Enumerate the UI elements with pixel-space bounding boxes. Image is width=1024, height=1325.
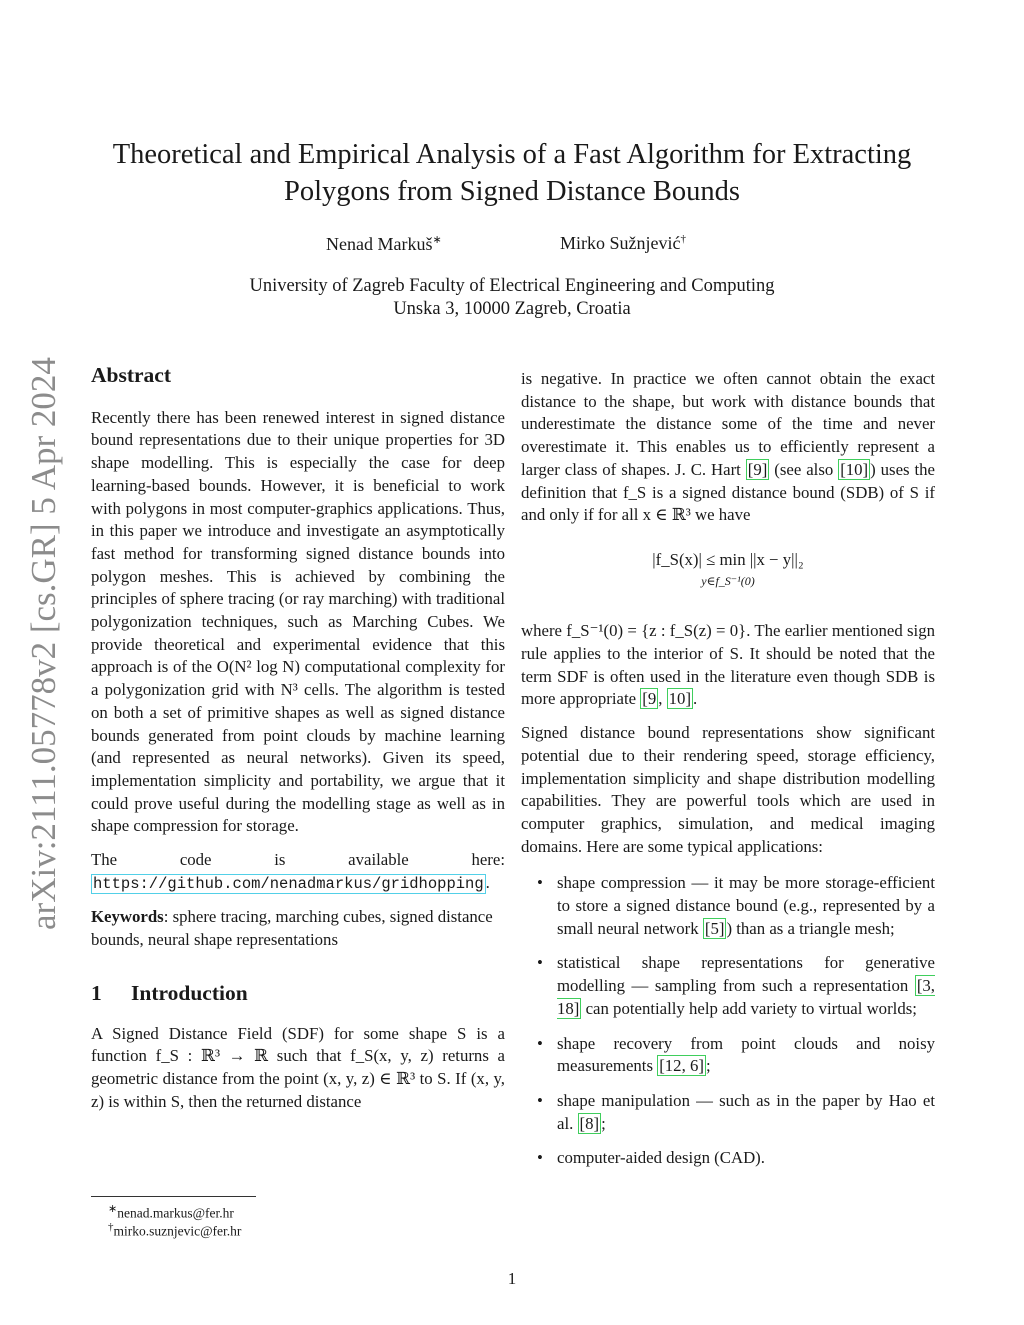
text-run: ) uses the definition that f_S is a signed distance bound (SDB) of S if and only if for all x ∈ ℝ³ we have bbox=[521, 459, 935, 525]
footnote-1 bbox=[108, 1202, 234, 1222]
footnote-2 bbox=[108, 1221, 241, 1240]
page-number: 1 bbox=[507, 1269, 517, 1288]
code-prefix: The code is available here: bbox=[91, 850, 505, 870]
citation-link[interactable]: [9 bbox=[642, 689, 657, 709]
footnote-divider bbox=[91, 1196, 256, 1197]
text-run: statistical shape representations for generative modelling — sampling from such a representation bbox=[557, 953, 935, 996]
arxiv-identifier-stamp: arXiv:2111.05778v2 [cs.GR] 5 Apr 2024 bbox=[24, 357, 63, 930]
left-column bbox=[91, 364, 505, 1124]
text-run: (see also bbox=[769, 459, 839, 479]
paper-title: Theoretical and Empirical Analysis of a Fast Algorithm for Extracting Polygons from Signed Distance Bounds bbox=[112, 139, 912, 207]
text-run: ; bbox=[705, 1056, 711, 1076]
citation-link[interactable]: [5] bbox=[704, 918, 725, 938]
footnote-mark: † bbox=[108, 1221, 114, 1233]
text-run: is negative. In practice we often cannot obtain the exact distance to the shape, but work with distance bounds that underestimate the distance some of the time and never overestimate it. This enables us to efficiently represent a larger class of shapes. J. C. Hart bbox=[521, 369, 935, 479]
text-run: shape recovery from point clouds and noisy measurements bbox=[557, 1033, 935, 1076]
code-availability bbox=[91, 849, 505, 895]
citation-link[interactable]: [3, 18] bbox=[557, 976, 935, 1018]
affiliation-address: Unska 3, 10000 Zagreb, Croatia bbox=[393, 299, 631, 319]
applications-list bbox=[521, 872, 935, 1170]
list-item bbox=[521, 1033, 935, 1078]
right-paragraph-3: Signed distance bound representations show significant potential due to their rendering speed, storage efficiency, implementation simplicity and shape distribution modelling capabilities. They are powerful tools which are used in computer graphics, simulation, and medical imaging domains. Here are some typical applications: bbox=[521, 723, 935, 856]
author-footnote-mark: ∗ bbox=[432, 234, 442, 246]
abstract-heading: Abstract bbox=[91, 363, 172, 387]
author-footnote-mark: † bbox=[680, 233, 686, 245]
bullet-icon: • bbox=[537, 1148, 543, 1168]
author-name: Nenad Markuš bbox=[326, 234, 433, 254]
sdb-definition-equation bbox=[521, 549, 935, 592]
intro-paragraph-1: A Signed Distance Field (SDF) for some shape S is a function f_S : ℝ³ → ℝ such that f_S(x, y, z) returns a geometric distance from the point (x, y, z) ∈ ℝ³ to S. If (x, y, z) is within S, then the returned distance bbox=[91, 1023, 505, 1111]
right-paragraph-2 bbox=[521, 620, 935, 711]
text-run: shape compression — it may be more storage-efficient to store a signed distance bound (e.g., represented by a small neural network bbox=[557, 873, 935, 938]
code-suffix: . bbox=[485, 872, 490, 892]
keywords bbox=[91, 906, 505, 951]
keywords-label: Keywords bbox=[91, 907, 164, 927]
bullet-icon: • bbox=[537, 873, 543, 893]
text-run: computer-aided design (CAD). bbox=[557, 1148, 765, 1168]
text-run: can potentially help add variety to virtual worlds; bbox=[581, 998, 917, 1018]
section-title: Introduction bbox=[131, 980, 248, 1005]
bullet-icon: • bbox=[537, 953, 543, 973]
bullet-icon: • bbox=[537, 1090, 543, 1110]
citation-link[interactable]: [9] bbox=[747, 459, 768, 479]
footnote-email: nenad.markus@fer.hr bbox=[117, 1205, 234, 1221]
author-name: Mirko Sužnjević bbox=[560, 233, 681, 253]
right-paragraph-1 bbox=[521, 368, 935, 527]
footnote-email: mirko.suznjevic@fer.hr bbox=[113, 1223, 242, 1239]
author-2 bbox=[560, 233, 686, 254]
text-run: . bbox=[693, 689, 698, 709]
text-run: ) than as a triangle mesh; bbox=[726, 918, 895, 938]
citation-link[interactable]: 10] bbox=[668, 689, 692, 709]
equation-subscript: y∈f_S⁻¹(0) bbox=[701, 573, 755, 588]
section-number: 1 bbox=[91, 980, 102, 1005]
list-item bbox=[521, 952, 935, 1020]
equation-main: |f_S(x)| ≤ min ||x − y||₂ bbox=[652, 549, 804, 569]
section-heading-introduction bbox=[91, 982, 505, 1005]
author-1 bbox=[326, 233, 442, 255]
list-item bbox=[521, 872, 935, 940]
code-url-link[interactable]: https://github.com/nenadmarkus/gridhopping bbox=[93, 874, 484, 893]
citation-link[interactable]: [8] bbox=[579, 1113, 600, 1133]
right-column bbox=[521, 368, 935, 1182]
citation-link[interactable]: [10] bbox=[840, 459, 869, 479]
abstract-body: Recently there has been renewed interest in signed distance bound representations due to their unique properties for 3D shape modelling. This is especially the case for deep learning-based bounds. However, it is beneficial to work with polygons in most computer-graphics applications. Thus, in this paper we introduce and investigate an asymptotically fast method for transforming signed distance bounds into polygon meshes. This is achieved by combining the principles of sphere tracing (or ray marching) with traditional polygonization techniques, such as Marching Cubes. We provide theoretical and experimental evidence that this approach is of the O(N² log N) computational complexity for a polygonization grid with N³ cells. The algorithm is tested on both a set of primitive shapes as well as signed distance bounds generated from point clouds by machine learning (and represented as neural networks). Given its speed, implementation simplicity and portability, we argue that it could prove useful during the modelling stage as well as in shape compression for storage. bbox=[91, 407, 505, 836]
text-run: where f_S⁻¹(0) = {z : f_S(z) = 0}. The earlier mentioned sign rule applies to the interior of S. It should be noted that the term SDF is often used in the literature even though SDB is more appropriate bbox=[521, 621, 935, 709]
citation-link[interactable]: [12, 6] bbox=[659, 1056, 704, 1076]
bullet-icon: • bbox=[537, 1033, 543, 1053]
text-run: , bbox=[658, 689, 667, 709]
list-item bbox=[521, 1090, 935, 1135]
footnote-mark: ∗ bbox=[108, 1203, 118, 1215]
list-item bbox=[521, 1147, 935, 1170]
keywords-text: : sphere tracing, marching cubes, signed distance bounds, neural shape representations bbox=[91, 907, 493, 950]
affiliation-line-1: University of Zagreb Faculty of Electrical Engineering and Computing bbox=[249, 276, 775, 296]
text-run: shape manipulation — such as in the paper by Hao et al. bbox=[557, 1090, 935, 1133]
text-run: ; bbox=[601, 1113, 606, 1133]
